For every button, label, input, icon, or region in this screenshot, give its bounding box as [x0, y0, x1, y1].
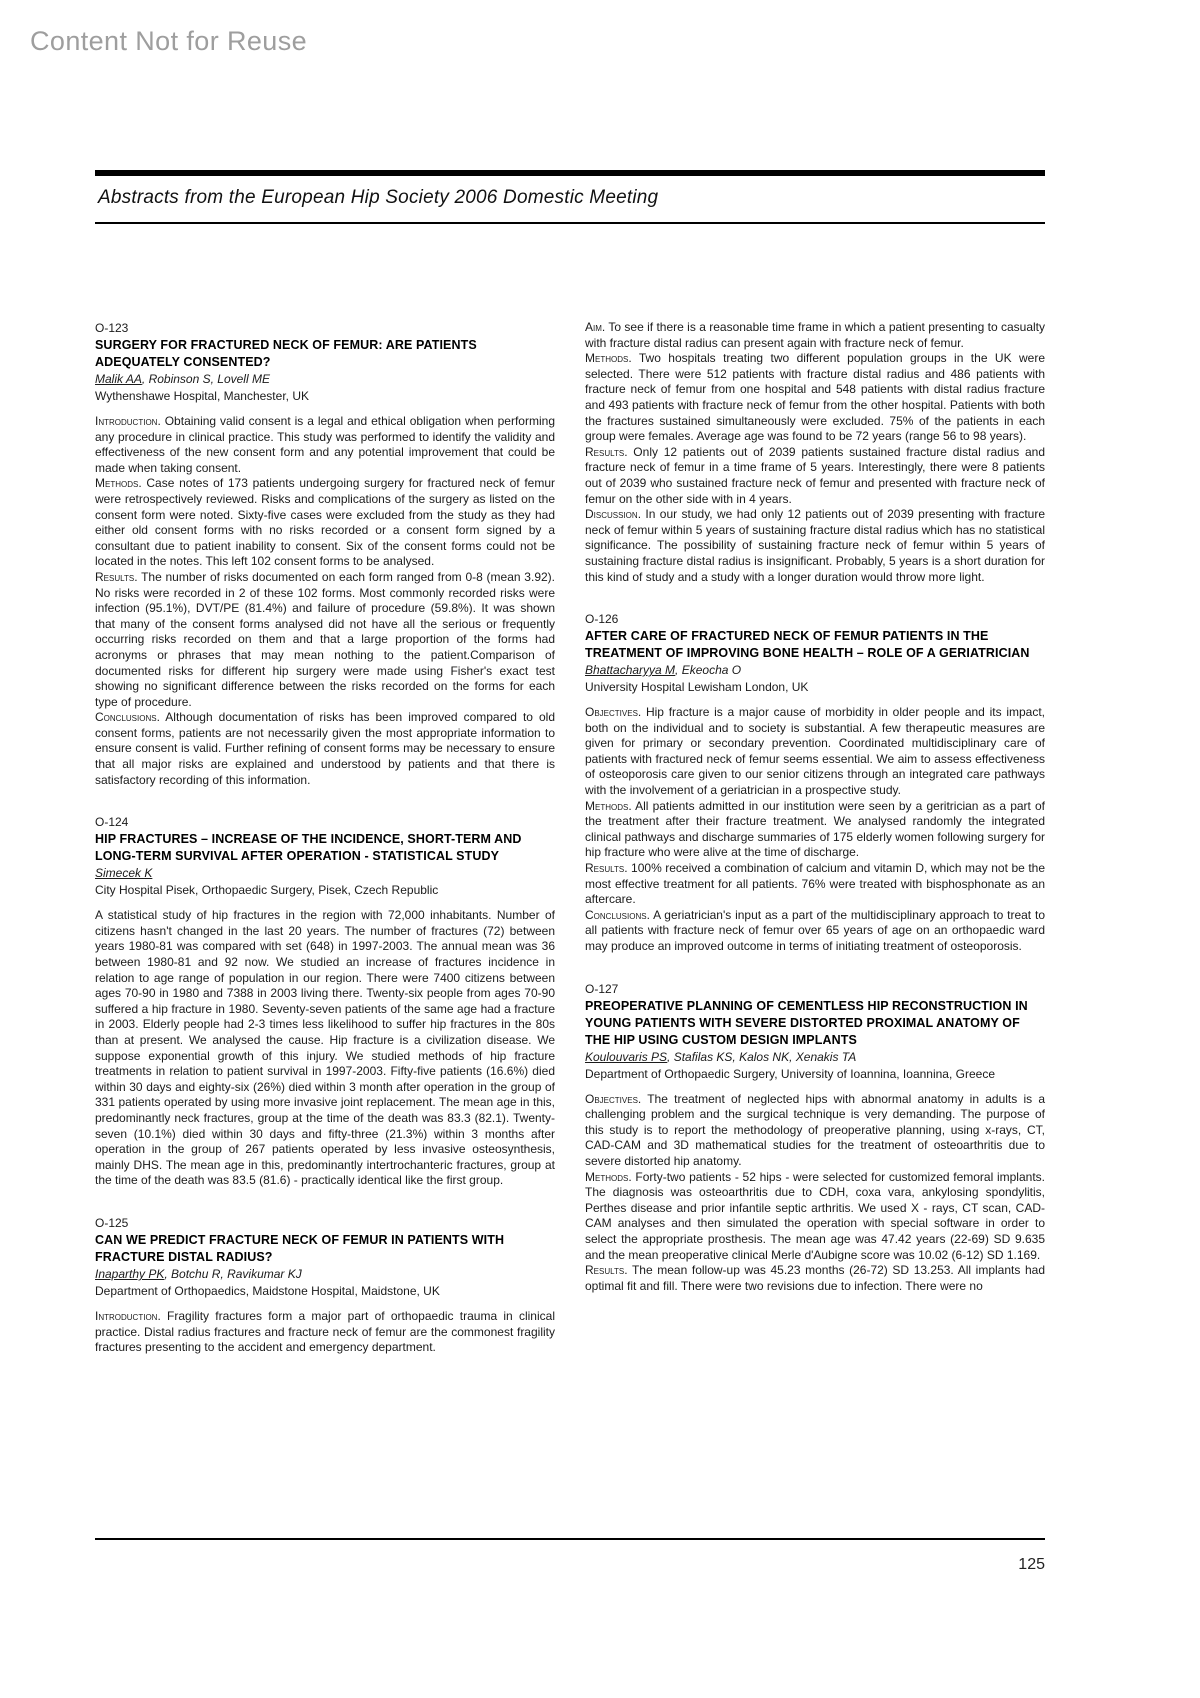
section-label: Methods: [585, 1169, 629, 1184]
paragraph-conclusions: [585, 908, 1045, 955]
abstract-body: [585, 1092, 1045, 1295]
page-number: 125: [1018, 1556, 1045, 1573]
paragraph-results: [585, 861, 1045, 908]
paragraph-body: [95, 908, 555, 1189]
section-label: Aim: [585, 320, 602, 334]
paragraph-methods: [585, 799, 1045, 861]
paragraph-text: . Case notes of 173 patients undergoing surgery for fractured neck of femur were retrospectively reviewed. Risks and complications of the surgery as listed on the consent form were noted. Sixty-five cases were excluded from the study as they had either old consent forms with no risks recorded or a consent form signed by a consultant due to patient inability to consent. Six of the consent forms could not be located in the notes. This left 102 consent forms to be analysed.: [95, 476, 555, 569]
right-column: [585, 320, 1045, 1382]
first-author: Simecek K: [95, 866, 153, 881]
paragraph-text: . Obtaining valid consent is a legal and ethical obligation when performing any procedure in clinical practice. This study was performed to identify the validity and effectiveness of the new consent form and any potential improvement that could be made when taking consent.: [95, 414, 555, 475]
abstract-authors: [585, 662, 1045, 679]
abstract-affiliation: Department of Orthopaedics, Maidstone Hospital, Maidstone, UK: [95, 1283, 440, 1298]
first-author: Inaparthy PK: [95, 1266, 165, 1281]
abstract-body: [95, 1309, 555, 1356]
section-label: Methods: [585, 798, 629, 813]
paragraph-introduction: [95, 414, 555, 476]
abstract-authors: [95, 1266, 555, 1283]
abstract-affiliation: University Hospital Lewisham London, UK: [585, 680, 809, 695]
paragraph-text: . The mean follow-up was 45.23 months (26-72) SD 13.253. All implants had optimal fit and fill. There were two revisions due to infection. There were no: [585, 1263, 1045, 1293]
paragraph-introduction: [95, 1309, 555, 1356]
other-authors: , Botchu R, Ravikumar KJ: [164, 1266, 302, 1281]
abstract-columns: [95, 320, 1045, 1382]
section-label: Introduction: [95, 414, 158, 428]
other-authors: , Stafilas KS, Kalos NK, Xenakis TA: [667, 1049, 857, 1064]
abstract-o127: [585, 981, 1045, 1295]
abstract-authors: [95, 865, 555, 882]
paragraph-results: [585, 1263, 1045, 1294]
paragraph-text: . 100% received a combination of calcium and vitamin D, which may not be the most effective treatment for all patients. 76% were treated with bisphosphonate as an aftercare.: [585, 861, 1045, 907]
section-label: Discussion: [585, 507, 638, 522]
paragraph-text: A statistical study of hip fractures in the region with 72,000 inhabitants. Number of citizens hasn't changed in the last 20 years. The number of fractures (72) between years 1980-81 was compared with set (648) in 1997-2003. The annual mean was 36 between 1980-81 and 92 now. We studied an increase of fractures incidence in relation to age range of population in our region. There were 7400 citizens between ages 70-90 in 1980 and 7388 in 2003 living there. Twenty-six people from ages 70-90 suffered a hip fracture in 1980. Seventy-seven patients of the same age had a fracture in 2003. Elderly people had 2-3 times less likelihood to suffer hip fractures in the 80s than at present. We analysed the cause. Hip fracture is a civilization disease. We suppose exponential growth of this injury. We studied methods of hip fracture treatments in relation to patient survival in 1997-2003. Fifty-five patients (16.6%) died within 30 days and eighty-six (26%) died within 3 month after operation in the group of 331 patients operated by using more invasive joint replacement. The mean age in this, predominantly neck fractures, group at the time of the death was 83.3 (82.1). Twenty-seven (10.1%) died within 30 days and fifty-three (21.3%) within 3 months after operation in the group of 267 patients operated by less invasive osteosynthesis, mainly DHS. The mean age in this, predominantly intertrochanteric fractures, group at the time of the death was 83.5 (81.6) - practically identical like the first group.: [95, 908, 555, 1188]
abstract-o125-continued: [585, 320, 1045, 585]
abstract-title: CAN WE PREDICT FRACTURE NECK OF FEMUR IN PATIENTS WITH FRACTURE DISTAL RADIUS?: [95, 1232, 505, 1264]
paragraph-text: . A geriatrician's input as a part of the multidisciplinary approach to treat to all patients with fracture neck of femur over 65 years of age on an orthopaedic ward may produce an improved outcome in terms of initiating treatment of osteoporosis.: [585, 907, 1045, 953]
section-label: Introduction: [95, 1308, 158, 1323]
abstract-title: PREOPERATIVE PLANNING OF CEMENTLESS HIP RECONSTRUCTION IN YOUNG PATIENTS WITH SEVERE DISTORTED PROXIMAL ANATOMY OF THE HIP USING CUSTOM DESIGN IMPLANTS: [585, 998, 1028, 1047]
page-title: Abstracts from the European Hip Society 2006 Domestic Meeting: [98, 187, 659, 208]
paragraph-text: . The number of risks documented on each form ranged from 0-8 (mean 3.92). No risks were recorded in 2 of these 102 forms. Most commonly recorded risks were infection (95.1%), DVT/PE (81.4%) and failure of procedure (59.8%). It was shown that many of the consent forms analysed did not have all the serious or frequently occurring risks recorded on them and that a large proportion of the forms had acronyms or phrases that may mean nothing to the patient.Comparison of documented risks for different hip surgery were made using Fisher's exact test showing no significant difference between the risks recorded on the forms for each type of procedure.: [95, 569, 555, 709]
paragraph-text: . Two hospitals treating two different population groups in the UK were selected. There were 512 patients with fracture distal radius and 486 patients with fracture neck of femur from one hospital and 548 patients with distal radius fracture and 493 patients with fracture neck of femur from the other hospital. Patients with both the fractures sustained simultaneously were excluded. 75% of the patients in each group were females. Average age was found to be 72 years (range 56 to 98 years).: [585, 351, 1045, 444]
paragraph-conclusions: [95, 710, 555, 788]
footer-rule: [95, 1538, 1045, 1540]
section-label: Methods: [95, 476, 139, 491]
abstract-title: AFTER CARE OF FRACTURED NECK OF FEMUR PATIENTS IN THE TREATMENT OF IMPROVING BONE HEALTH – ROLE OF A GERIATRICIAN: [585, 629, 1030, 661]
section-label: Objectives: [585, 705, 638, 720]
abstract-id: O-126: [585, 612, 619, 627]
section-label: Objectives: [585, 1091, 638, 1106]
first-author: Bhattacharyya M: [585, 663, 676, 678]
abstract-o124: [95, 814, 555, 1189]
abstract-body: [585, 320, 1045, 585]
section-label: Results: [585, 861, 625, 876]
paragraph-text: . Only 12 patients out of 2039 patients sustained fracture distal radius and fracture neck of femur in a time frame of 5 years. Interestingly, there were 8 patients out of 2039 who sustained fracture neck of femur and presented with fracture neck of femur on the other side with in 4 years.: [585, 444, 1045, 506]
paragraph-text: . The treatment of neglected hips with abnormal anatomy in adults is a challenging problem and the surgical technique is very demanding. The purpose of this study is to report the methodology of preoperative planning, using x-rays, CT, CAD-CAM and 3D mathematical studies for the treatment of osteoarthritis due to severe distorted hip anatomy.: [585, 1091, 1045, 1168]
paragraph-objectives: [585, 1092, 1045, 1170]
paragraph-text: . To see if there is a reasonable time frame in which a patient presenting to casualty with fracture distal radius can present again with fracture neck of femur.: [585, 320, 1045, 350]
abstract-title: SURGERY FOR FRACTURED NECK OF FEMUR: ARE PATIENTS ADEQUATELY CONSENTED?: [95, 338, 477, 369]
paragraph-text: . In our study, we had only 12 patients out of 2039 presenting with fracture neck of femur within 5 years of sustaining fracture distal radius which has no statistical significance. The possibility of sustaining fracture neck of femur within 5 years of sustaining fracture distal radius is insignificant. Probably, 5 years is a short duration for this kind of study and a study with a longer duration would throw more light.: [585, 507, 1045, 584]
abstract-title: HIP FRACTURES – INCREASE OF THE INCIDENCE, SHORT-TERM AND LONG-TERM SURVIVAL AFTER OPERATION - STATISTICAL STUDY: [95, 832, 522, 864]
paragraph-results: [95, 570, 555, 710]
section-label: Methods: [585, 351, 629, 366]
paragraph-objectives: [585, 705, 1045, 799]
abstract-o126: [585, 611, 1045, 955]
paragraph-text: . Fragility fractures form a major part of orthopaedic trauma in clinical practice. Distal radius fractures and fracture neck of femur are the commonest fragility fractures presenting to the accident and emergency department.: [95, 1308, 555, 1355]
section-label: Conclusions: [95, 710, 157, 725]
paragraph-results: [585, 445, 1045, 507]
paragraph-text: . All patients admitted in our institution were seen by a geritrician as a part of the treatment after their fracture treatment. We analysed randomly the integrated clinical pathways and discharge summaries of 175 elderly women following surgery for hip fracture who were alive at the time of discharge.: [585, 798, 1045, 860]
left-column: [95, 320, 555, 1382]
paragraph-discussion: [585, 507, 1045, 585]
abstract-affiliation: Wythenshawe Hospital, Manchester, UK: [95, 389, 309, 403]
paragraph-text: . Hip fracture is a major cause of morbidity in older people and its impact, both on the individual and to society is substantial. A few therapeutic measures are given for primary or secondary prevention. Coordinated multidisciplinary care of patients with fractured neck of femur seems essential. We aim to assess effectiveness of osteoporosis care given to our senior citizens through an integrated care pathways with the involvement of a geriatrician in a prospective study.: [585, 705, 1045, 798]
abstract-body: [95, 908, 555, 1189]
abstract-body: [585, 705, 1045, 955]
abstract-id: O-127: [585, 981, 619, 996]
paragraph-methods: [95, 476, 555, 570]
paragraph-text: . Forty-two patients - 52 hips - were selected for customized femoral implants. The diagnosis was osteoarthritis due to CDH, coxa vara, ankylosing spondylitis, Perthes disease and prior infantile septic arthritis. We used X - rays, CT scan, CAD-CAM analyses and then simulated the operation with special software in order to select the appropriate prosthesis. The mean age was 47.42 years (22-69) SD 9.635 and the mean preoperative clinical Merle d'Aubigne score was 10.02 (6-12) SD 1.169.: [585, 1169, 1045, 1262]
header-rule-thin: [95, 222, 1045, 224]
first-author: Koulouvaris PS: [585, 1049, 668, 1064]
abstract-body: [95, 414, 555, 788]
paragraph-methods: [585, 1170, 1045, 1264]
section-label: Conclusions: [585, 907, 647, 922]
abstract-o123: [95, 320, 555, 788]
abstract-o125: [95, 1215, 555, 1356]
watermark-text: Content Not for Reuse: [30, 26, 308, 56]
paragraph-aim: [585, 320, 1045, 351]
other-authors: , Robinson S, Lovell ME: [141, 372, 270, 386]
paragraph-methods: [585, 351, 1045, 445]
first-author: Malik AA: [95, 372, 142, 386]
abstract-affiliation: Department of Orthopaedic Surgery, University of Ioannina, Ioannina, Greece: [585, 1066, 995, 1081]
abstract-authors: [585, 1049, 1045, 1066]
abstract-id: O-125: [95, 1215, 129, 1230]
page-content: [95, 170, 1045, 1382]
abstract-id: O-123: [95, 321, 129, 335]
other-authors: , Ekeocha O: [675, 663, 742, 678]
section-label: Results: [585, 1263, 625, 1278]
abstract-authors: [95, 371, 555, 388]
abstract-affiliation: City Hospital Pisek, Orthopaedic Surgery, Pisek, Czech Republic: [95, 883, 439, 898]
abstract-id: O-124: [95, 815, 129, 830]
page-header: [95, 170, 1045, 224]
paragraph-text: . Although documentation of risks has been improved compared to old consent forms, patients are not necessarily given the most appropriate information to ensure consent is valid. Further refining of consent forms may be necessary to ensure that all major risks are explained and understood by patients and that there is satisfactory recording of this information.: [95, 710, 555, 787]
section-label: Results: [95, 569, 135, 584]
section-label: Results: [585, 444, 625, 459]
